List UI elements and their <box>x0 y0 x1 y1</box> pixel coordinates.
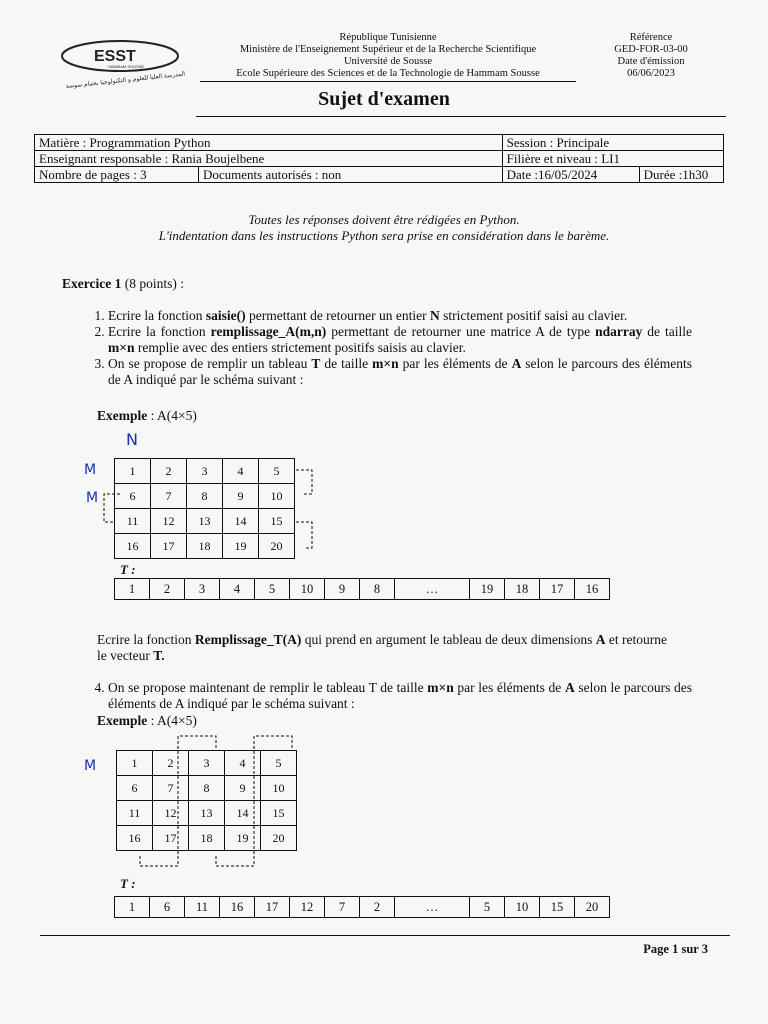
vector-cell: 8 <box>360 579 395 600</box>
enseignant: Enseignant responsable : Rania Boujelbene <box>35 151 503 167</box>
matrix-cell: 10 <box>261 776 297 801</box>
logo-text: ESST <box>94 48 136 65</box>
handwritten-m2: M <box>86 490 99 506</box>
ministry: Ministère de l'Enseignement Supérieur et de la Recherche Scientifique <box>239 44 537 55</box>
matrix-cell: 14 <box>225 801 261 826</box>
matrix-cell: 4 <box>225 751 261 776</box>
matrix-cell: 18 <box>189 826 225 851</box>
session: Session : Principale <box>502 135 723 151</box>
title-rule <box>196 116 726 117</box>
vector-cell: 3 <box>185 579 220 600</box>
t2-label: T : <box>120 876 136 891</box>
matrix-cell: 19 <box>225 826 261 851</box>
matrix-cell: 20 <box>261 826 297 851</box>
matrix-cell: 5 <box>259 459 295 484</box>
vector-cell: 7 <box>325 897 360 918</box>
vector-cell: 16 <box>220 897 255 918</box>
esst-logo <box>58 34 188 94</box>
vector-cell: 2 <box>360 897 395 918</box>
matrix-cell: 16 <box>117 826 153 851</box>
vector-cell: 20 <box>575 897 610 918</box>
page-title: Sujet d'examen <box>318 88 450 110</box>
logo-arabic: المدرسة العليا للعلوم و التكنولوجيا بحمام سوسة <box>65 70 186 90</box>
documents: Documents autorisés : non <box>199 167 503 183</box>
example-2-label: Exemple : A(4×5) <box>97 713 197 728</box>
vector-cell: 17 <box>255 897 290 918</box>
handwritten-n: N <box>126 430 138 449</box>
matrix-cell: 11 <box>115 509 151 534</box>
nb-pages: Nombre de pages : 3 <box>35 167 199 183</box>
matrix-cell: 10 <box>259 484 295 509</box>
vector-cell: 10 <box>505 897 540 918</box>
question-1: 1. Ecrire la fonction saisie() permettant de retourner un entier N strictement positif saisi au clavier. <box>108 308 692 324</box>
vector-cell: 1 <box>115 897 150 918</box>
vector-cell: 9 <box>325 579 360 600</box>
vector-cell: 16 <box>575 579 610 600</box>
page-number: Page 1 sur 3 <box>643 942 708 956</box>
vector-cell: 18 <box>505 579 540 600</box>
matrix-cell: 16 <box>115 534 151 559</box>
ref-label: Référence <box>629 32 673 43</box>
matrix-cell: 2 <box>153 751 189 776</box>
vector-cell: 5 <box>255 579 290 600</box>
ref-value: GED-FOR-03-00 <box>614 44 688 55</box>
question-3: 3. On se propose de remplir un tableau T de taille m×n par les éléments de A selon le parcours des éléments de A indiqué par le schéma suivant : <box>108 356 692 388</box>
vector-cell: … <box>395 897 470 918</box>
matrix-cell: 17 <box>151 534 187 559</box>
handwritten-m3: M <box>84 758 97 774</box>
exercise-title: Exercice 1 (8 points) : <box>62 276 184 291</box>
vector-cell: 12 <box>290 897 325 918</box>
vector-t-2 <box>114 896 610 918</box>
vector-cell: … <box>395 579 470 600</box>
exam-info-table <box>34 134 724 183</box>
vector-cell: 17 <box>540 579 575 600</box>
logo-sub: HAMMAM SOUSSE <box>108 64 145 69</box>
matrix-cell: 1 <box>115 459 151 484</box>
column-path-arrows <box>110 726 320 878</box>
institution-header <box>200 32 576 82</box>
question-list-2 <box>82 680 692 712</box>
matrix-cell: 6 <box>117 776 153 801</box>
matrix-cell: 14 <box>223 509 259 534</box>
matrix-cell: 20 <box>259 534 295 559</box>
matrix-cell: 5 <box>261 751 297 776</box>
duree: Durée :1h30 <box>639 167 723 183</box>
question-2: 2. Ecrire la fonction remplissage_A(m,n) permettant de retourner une matrice A de type ndarray de taille m×n remplie avec des entiers strictement positifs saisis au clavier. <box>108 324 692 356</box>
matrix-cell: 9 <box>223 484 259 509</box>
republic: République Tunisienne <box>339 32 437 43</box>
matrix-cell: 12 <box>153 801 189 826</box>
exercise-points: (8 points) : <box>124 276 184 291</box>
vector-cell: 19 <box>470 579 505 600</box>
matrix-cell: 15 <box>261 801 297 826</box>
exam-date: Date :16/05/2024 <box>502 167 639 183</box>
matrix-cell: 4 <box>223 459 259 484</box>
date-value: 06/06/2023 <box>627 68 675 79</box>
matrix-cell: 3 <box>189 751 225 776</box>
example-1-label: Exemple : A(4×5) <box>97 408 197 423</box>
vector-cell: 15 <box>540 897 575 918</box>
instructions <box>120 212 648 244</box>
matrix-cell: 2 <box>151 459 187 484</box>
vector-cell: 6 <box>150 897 185 918</box>
instruction-2: L'indentation dans les instructions Python sera prise en considération dans le barème. <box>158 228 610 243</box>
vector-t-1 <box>114 578 610 600</box>
university: Université de Sousse <box>343 56 433 67</box>
matrix-cell: 13 <box>187 509 223 534</box>
vector-cell: 10 <box>290 579 325 600</box>
vector-cell: 5 <box>470 897 505 918</box>
school: Ecole Supérieure des Sciences et de la Technologie de Hammam Sousse <box>200 68 576 82</box>
question-3-task: Ecrire la fonction Remplissage_T(A) qui prend en argument le tableau de deux dimensions A et retourne le vecteur T. <box>97 632 667 663</box>
question-list <box>82 308 692 388</box>
snake-path-arrows <box>100 450 330 570</box>
matrix-cell: 6 <box>115 484 151 509</box>
vector-cell: 1 <box>115 579 150 600</box>
footer-rule <box>40 935 730 936</box>
t1-label: T : <box>120 562 136 577</box>
matrix-cell: 11 <box>117 801 153 826</box>
matrix-cell: 7 <box>151 484 187 509</box>
matrix-cell: 18 <box>187 534 223 559</box>
date-label: Date d'émission <box>617 56 685 67</box>
matrix-cell: 3 <box>187 459 223 484</box>
vector-cell: 2 <box>150 579 185 600</box>
vector-cell: 4 <box>220 579 255 600</box>
matrix-cell: 17 <box>153 826 189 851</box>
matrix-cell: 1 <box>117 751 153 776</box>
matrix-cell: 7 <box>153 776 189 801</box>
instruction-1: Toutes les réponses doivent être rédigées en Python. <box>248 212 520 227</box>
handwritten-m1: M <box>84 462 97 478</box>
matiere: Matière : Programmation Python <box>35 135 503 151</box>
matrix-cell: 13 <box>189 801 225 826</box>
reference-block <box>596 32 706 80</box>
vector-cell: 11 <box>185 897 220 918</box>
matrix-cell: 15 <box>259 509 295 534</box>
matrix-cell: 19 <box>223 534 259 559</box>
matrix-cell: 8 <box>187 484 223 509</box>
matrix-cell: 8 <box>189 776 225 801</box>
question-4: 4. On se propose maintenant de remplir le tableau T de taille m×n par les éléments de A selon le parcours des éléments de A indiqué par le schéma suivant : <box>108 680 692 712</box>
matrix-cell: 12 <box>151 509 187 534</box>
filiere: Filière et niveau : LI1 <box>502 151 723 167</box>
matrix-cell: 9 <box>225 776 261 801</box>
